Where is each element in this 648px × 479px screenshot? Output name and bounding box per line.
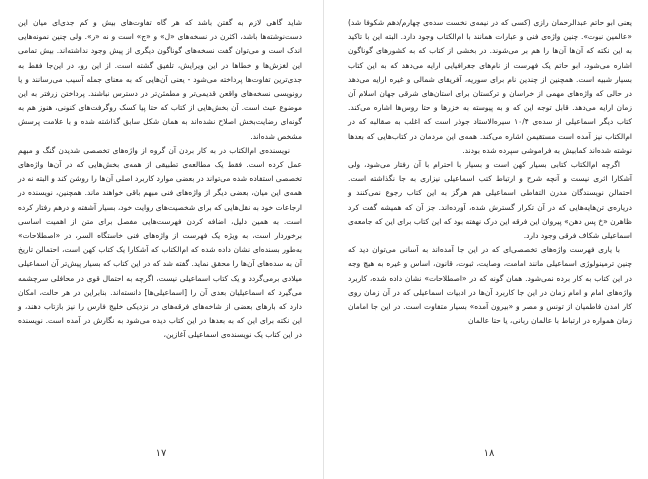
right-paragraph-2: اگرچه ام‌الکتاب کتابی بسیار کهن است و بسیار با احترام با آن رفتار می‌شود، ولی آشکارا اثری نیست و آنچه شرح و ارتباط کتب اسماعیلی نیزاری به جا نگذاشته است. احتمالن نویسندگان مدرن التفاطی اسماعیلی هم هرگز به این کتاب رجوع نمی‌کنند و دریاره‌ی تن‌هایه‌هایی که در آن تکرار گسترش شده، آورده‌اند. جز آن که همیشه گفت کرد ظاهرن «خ پس دهن» پیروان این فرقه این درک نهفته بود که این کتاب برای این که جامعه‌ی اسماعیلی شکاف فرقی وجود دارد. bbox=[348, 160, 632, 241]
right-paragraph-3: با یاری فهرست واژه‌های تخصصی‌ای که در این جا آمده‌اند به آسانی می‌توان دید که چنین ترمینولوژی اسماعیلی مانند امامت، وصایت، ثبوت، قانون، اساس و غیره به هیچ وجه در این کتاب به کار برده نمی‌شود. همان گونه که در «اصطلاحات» نشان داده شده، کاربرد واژه‌های امام و امام زمان در این جا کاربرد آن‌ها در ادبیات اسماعیلی که در آن زمان روی کار امدن فاطمیان از تونس و مصر و «بیرون آمده» بسیار متفاوت است. در این جا امامان زمان همواره در ارتباط با عالمان ربانی، یا حتا عالمان bbox=[348, 245, 632, 326]
right-page bbox=[324, 0, 648, 479]
left-page-body bbox=[18, 16, 302, 343]
right-page-number: ۱۸ bbox=[483, 448, 495, 459]
right-page-body bbox=[348, 16, 632, 328]
left-paragraph-1: شاید گاهی لازم به گفتن باشد که هر گاه تفاوت‌های بیش و کم جدی‌ای میان این دست‌نوشته‌ها باشد، اکثرن در نسخه‌های «ل» و «ج» است و نه «ر». ولی چنین نمونه‌هایی اندک است و می‌توان گفت نسخه‌های گوناگون دیگری از پیش وجود نداشته‌اند. بیش تمامی این لغزش‌ها و خطاها در این ویرایش، تلفیق گشته است. از این رو، در این‌جا فقط به جدی‌ترین تفاوت‌ها پرداخته می‌شود - یعنی آن‌هایی که به معنای جمله آسیب می‌رسانند و یا رونویسی نسخه‌های واقعن قدیمی‌تر و مطمئن‌تر در دسترس نباشند. پرداختن زرفتر به این موضوع عبث است. آن بخش‌هایی از کتاب که حتا پیا کسک روگرفت‌های کنونی، هنوز هم به گونه‌ای رضایت‌بخش اصلاح نشده‌اند به همان شکل سابق گذاشته شده و با علامت پرسش مشخص شده‌اند. bbox=[18, 18, 302, 141]
left-paragraph-2: نویسنده‌ی ام‌الکتاب در به کار بردن آن گروه از واژه‌های تخصصی شدیدن گنگ و مبهم عمل کرده است. فقط یک مطالعه‌ی تطبیقی از همه‌ی بخش‌هایی که در آن‌ها واژه‌های تخصصی استفاده شده می‌تواند در بعضی موارد کاربرد اصلی آن‌ها را روشن کند و البته نه در همه‌ی این میان، بعضی دیگر از واژه‌های فنی مبهم باقی خواهند ماند. همچنین، نویسنده در ارجاعات خود به نقل‌هایی که برای شخصیت‌های روایت خود، بسیار آشفته و درهم رفتار کرده است. به همین دلیل، اضافه کردن فهرست‌هایی مفصل برای متن از اهمیت اساسی برخوردار است، به ویژه یک فهرست از واژه‌های فنی خاستگاه السر، در «اصطلاحات» به‌طور بسنده‌ای نشان داده شده که ام‌الکتاب که آشکارا یک کتاب کهن است، احتمالن تاریخ آن به سده‌های آن‌ها را محقق نماید. گفته شد که در این کتاب که بسیار پیش‌تر آن اسماعیلی میلادی برمی‌گردد و یک کتاب اسماعیلی نیست، اگرچه به احتمال قوی در محافلی سرچشمه می‌گیرد که اسماعیلیان بعدی آن را [اسماعیلی‌ها] دانسته‌اند. بنابراین در هر حالت، امکان دارد که بارهای بعضی از شاخه‌های فرقه‌های در نزدیکی خلیج فارس را نیز بازتاب دهند، و این نکته برای این که به بعدها در این کتاب دیده می‌شود به نگارش در آمده است. نویسنده در این کتاب یک نویسنده‌ی اسماعیلی آغازین، bbox=[18, 145, 302, 340]
right-paragraph-1: یعنی ابو حاتم عبدالرحمان رازی (کسی که در نیمه‌ی نخست سده‌ی چهارم/دهم شکوفا شد) «عالمین نبوت». چنین واژه‌ی فنی و عبارات همانند با ام‌الکتاب وجود دارد. البته این با تاکید به این نکته که آن‌ها آن‌ها را هم بر می‌شوند. در بخشی از کتاب که به کشورهای گوناگون اشاره می‌شود، ابو حاتم یک فهرست از نام‌های جغرافیایی ارایه می‌دهد که به این کتاب بسیار شبیه است. همچنین از چندین نام برای سوریه، آفریقای شمالی و غیره ارایه می‌دهد در حالی که واژه‌های مهمی از خراسان و ترکستان برای استان‌های شرقی جهان اسلام آن زمان ارایه می‌دهد. قابل توجه این که و به پیوسته به خزرها و حتا روس‌ها اشاره می‌کند. کتاب دیگر اسماعیلی از سده‌ی ۱۰/۴ سیره‌الاستاد جوذر است که اغلب به صقالبه که در ام‌الکتاب نیز آمده است مستقیمن اشاره می‌کند. همه‌ی این مردمان در کتاب‌هایی که بعدها نوشته شده‌اند کمابیش به فراموشی سپرده شده بودند. bbox=[348, 18, 633, 155]
left-page-number: ۱۷ bbox=[155, 448, 167, 459]
